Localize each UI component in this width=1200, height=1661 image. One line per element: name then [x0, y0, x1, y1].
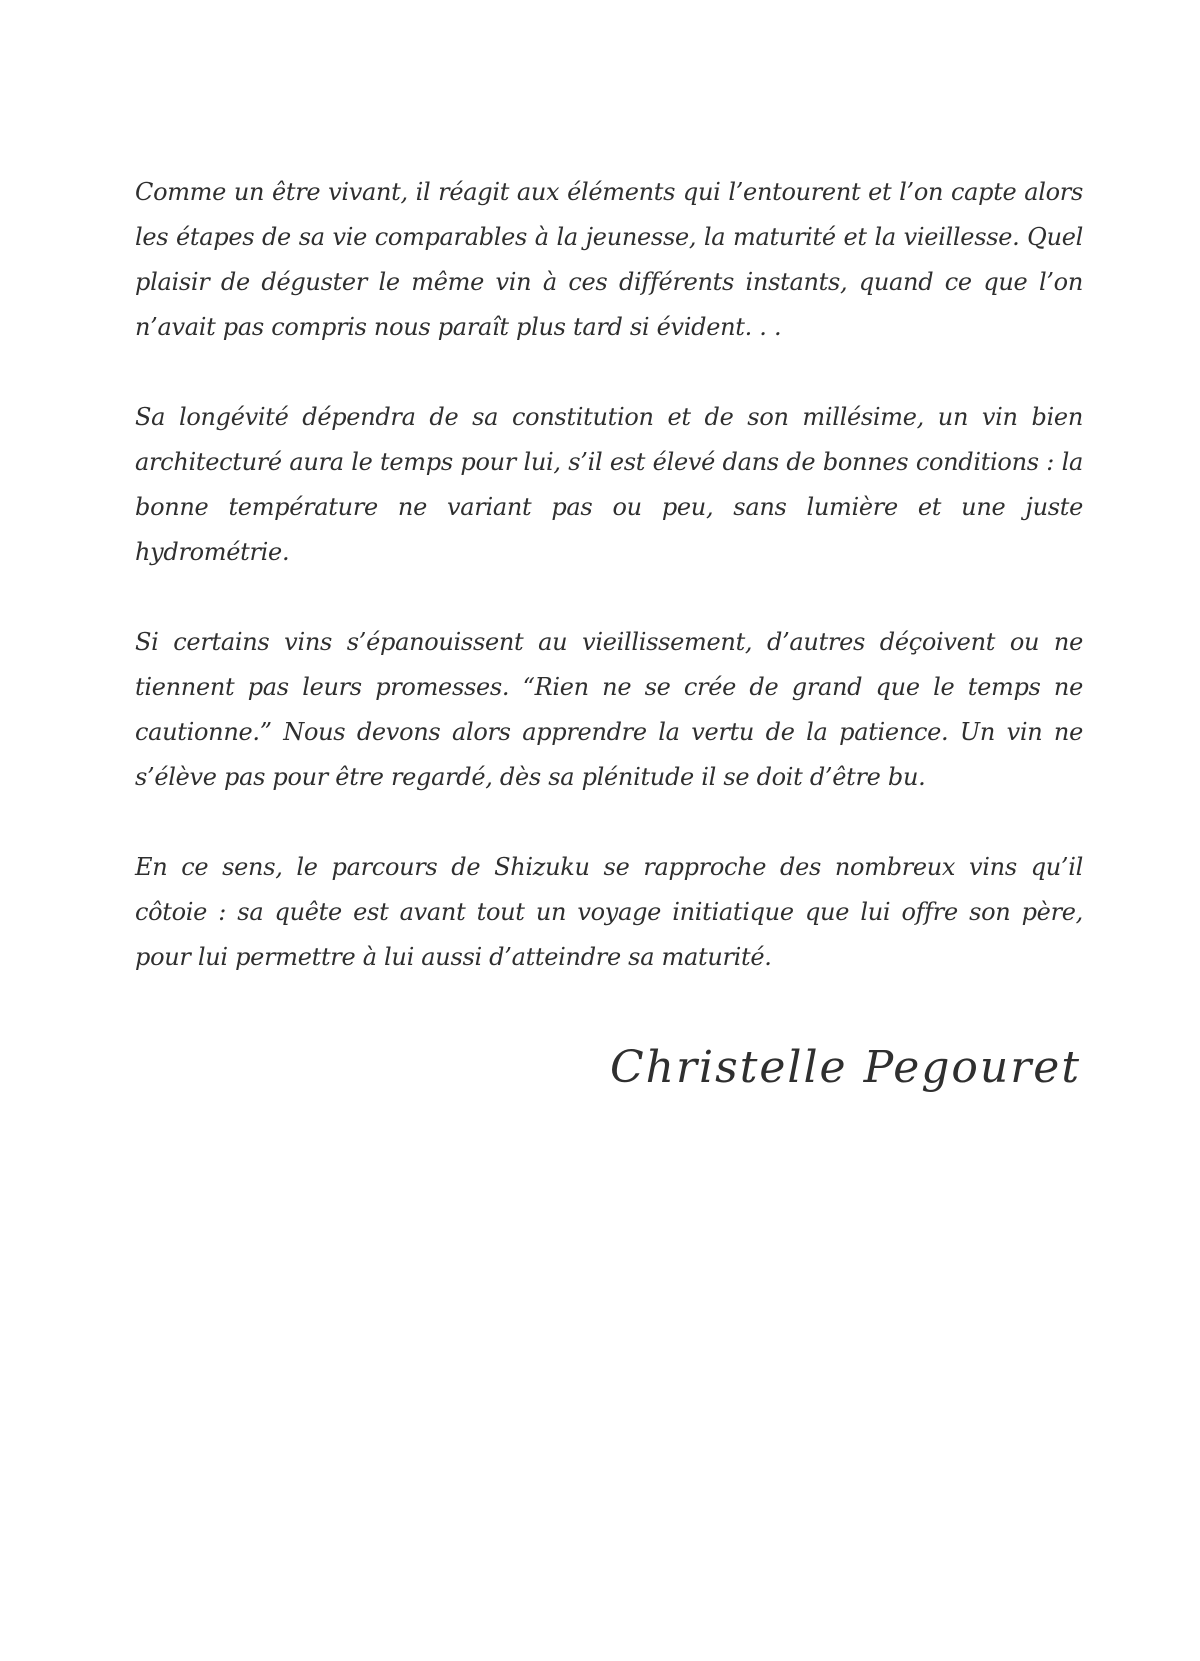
paragraph-4: En ce sens, le parcours de Shizuku se rapproche des nombreux vins qu’il côtoie : sa quête est avant tout un voyage initiatique que lui offre son père, pour lui permettre à lui aussi d’atteindre sa maturité. [135, 853, 1083, 971]
body-text-block [135, 170, 1083, 1098]
paragraph-1: Comme un être vivant, il réagit aux éléments qui l’entourent et l’on capte alors les étapes de sa vie comparables à la jeunesse, la maturité et la vieillesse. Quel plaisir de déguster le même vin à ces différents instants, quand ce que l’on n’avait pas compris nous paraît plus tard si évident. . . [135, 178, 1083, 341]
paragraph-3: Si certains vins s’épanouissent au vieillissement, d’autres déçoivent ou ne tiennent pas leurs promesses. “Rien ne se crée de grand que le temps ne cautionne.” Nous devons alors apprendre la vertu de la patience. Un vin ne s’élève pas pour être regardé, dès sa plénitude il se doit d’être bu. [135, 628, 1083, 791]
author-signature: Christelle Pegouret [610, 1042, 1081, 1093]
paragraph-2: Sa longévité dépendra de sa constitution et de son millésime, un vin bien architecturé aura le temps pour lui, s’il est élevé dans de bonnes conditions : la bonne température ne variant pas ou peu, sans lumière et une juste hydrométrie. [135, 403, 1083, 566]
